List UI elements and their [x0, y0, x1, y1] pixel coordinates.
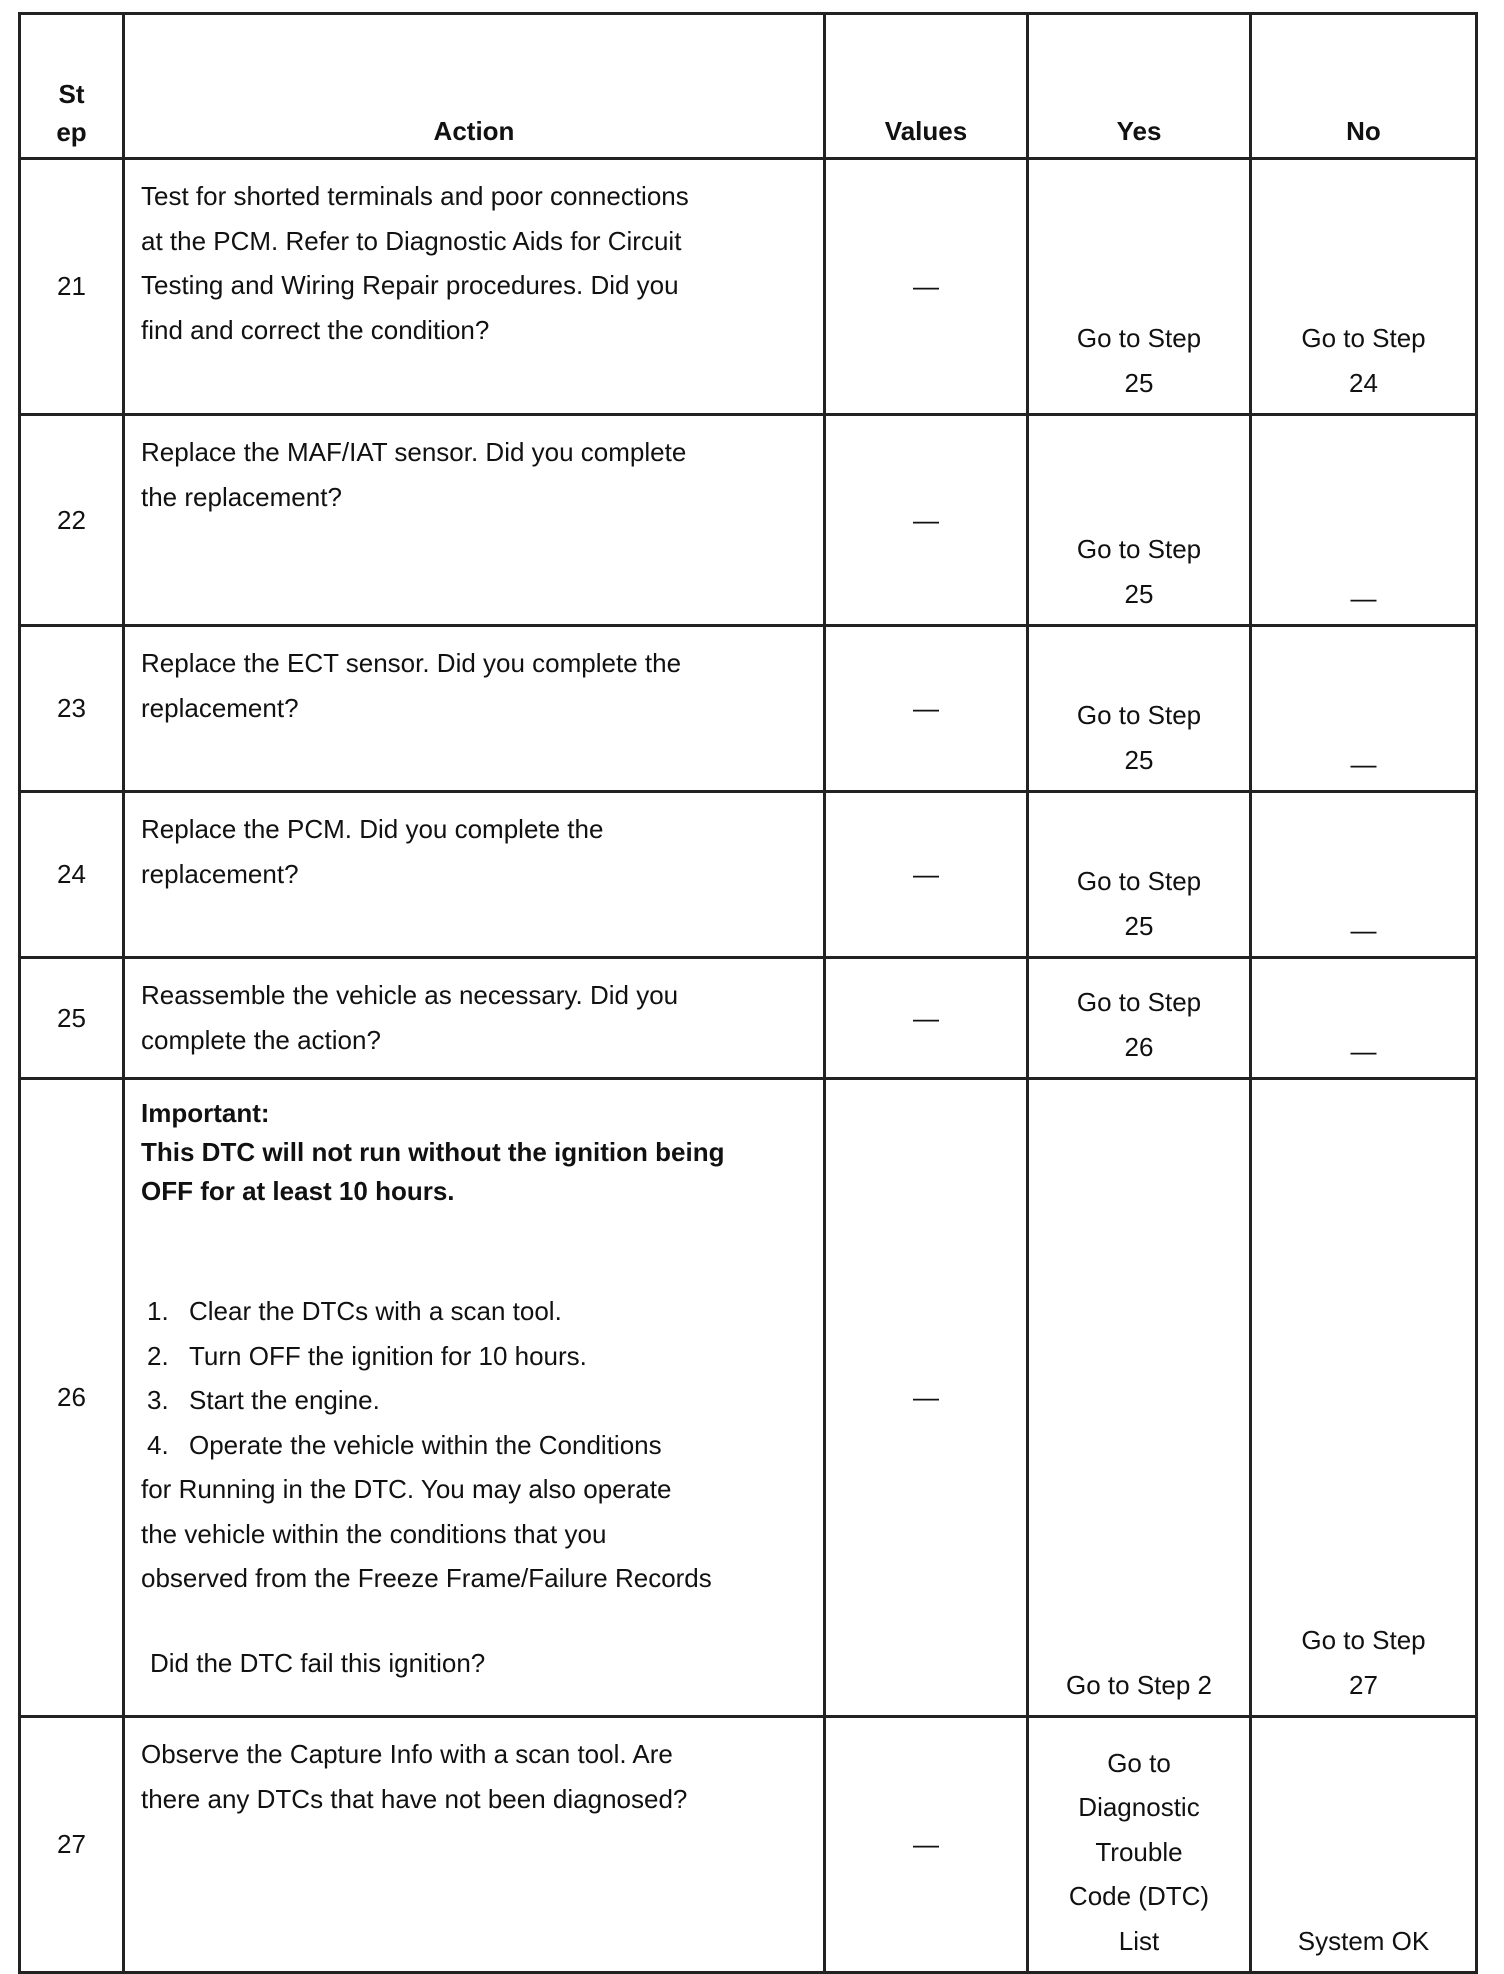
- list-item: [141, 1378, 809, 1423]
- no-cell: [1251, 159, 1477, 415]
- action-line: replacement?: [141, 692, 299, 723]
- action-line: at the PCM. Refer to Diagnostic Aids for Circuit: [141, 225, 682, 256]
- no-cell: [1251, 1079, 1477, 1717]
- no-cell: [1251, 626, 1477, 792]
- list-item: [141, 1423, 809, 1468]
- values-cell: —: [825, 626, 1028, 792]
- no-line: Go to Step: [1301, 323, 1426, 353]
- action-cell: [124, 792, 825, 958]
- yes-line: 25: [1124, 744, 1154, 775]
- header-step: [20, 14, 124, 159]
- continuation-line: the vehicle within the conditions that you: [141, 1518, 607, 1549]
- important-line: OFF for at least 10 hours.: [141, 1176, 455, 1206]
- action-cell: [124, 1717, 825, 1973]
- continuation-line: observed from the Freeze Frame/Failure Records: [141, 1563, 712, 1593]
- step-number: 27: [20, 1717, 124, 1973]
- action-cell: [124, 626, 825, 792]
- no-line: System OK: [1297, 1925, 1430, 1956]
- no-cell: [1251, 792, 1477, 958]
- yes-cell: [1028, 792, 1251, 958]
- header-no: No: [1251, 14, 1477, 159]
- yes-line: Go to Step 2: [1066, 1669, 1212, 1700]
- action-line: the replacement?: [141, 481, 342, 512]
- action-line: Testing and Wiring Repair procedures. Did you: [141, 270, 679, 300]
- step-number: 26: [20, 1079, 124, 1717]
- yes-line: Go to: [1107, 1747, 1171, 1778]
- yes-line: Go to Step: [1076, 700, 1202, 730]
- question-text: Did the DTC fail this ignition?: [150, 1647, 486, 1678]
- yes-line: 25: [1124, 910, 1154, 941]
- header-action: Action: [124, 14, 825, 159]
- important-label: Important:: [141, 1098, 270, 1128]
- list-text: Start the engine.: [189, 1385, 380, 1415]
- action-line: there any DTCs that have not been diagnosed?: [141, 1783, 688, 1814]
- action-line: Reassemble the vehicle as necessary. Did you: [141, 980, 679, 1010]
- values-cell: —: [825, 1079, 1028, 1717]
- yes-line: 25: [1124, 367, 1154, 398]
- action-cell: [124, 1079, 825, 1717]
- table-row: [20, 792, 1477, 958]
- table-row: [20, 626, 1477, 792]
- no-line: Go to Step: [1301, 1625, 1426, 1655]
- no-cell: [1251, 958, 1477, 1079]
- diagnostic-table-page: [18, 12, 1475, 1974]
- header-yes: Yes: [1028, 14, 1251, 159]
- step-number: 21: [20, 159, 124, 415]
- header-values: Values: [825, 14, 1028, 159]
- no-line: —: [1350, 914, 1377, 945]
- header-step-line2: ep: [56, 117, 87, 147]
- table-row: [20, 1079, 1477, 1717]
- step-number: 22: [20, 415, 124, 626]
- no-line: —: [1350, 748, 1377, 779]
- action-line: Replace the MAF/IAT sensor. Did you complete: [141, 437, 687, 467]
- yes-cell: [1028, 159, 1251, 415]
- values-cell: —: [825, 415, 1028, 626]
- action-line: Observe the Capture Info with a scan tool. Are: [141, 1739, 673, 1769]
- list-text: Clear the DTCs with a scan tool.: [189, 1296, 562, 1326]
- list-text: Turn OFF the ignition for 10 hours.: [189, 1340, 587, 1371]
- yes-line: 25: [1124, 578, 1154, 609]
- action-line: Test for shorted terminals and poor connections: [141, 181, 689, 211]
- list-number: 1.: [147, 1296, 169, 1326]
- no-line: —: [1350, 1035, 1377, 1066]
- yes-cell: [1028, 415, 1251, 626]
- values-cell: —: [825, 1717, 1028, 1973]
- table-row: [20, 415, 1477, 626]
- yes-line: Go to Step: [1076, 987, 1202, 1017]
- yes-line: List: [1118, 1925, 1160, 1956]
- list-text: Operate the vehicle within the Conditions: [189, 1429, 662, 1460]
- values-cell: —: [825, 958, 1028, 1079]
- table-row: [20, 1717, 1477, 1973]
- table-row: [20, 159, 1477, 415]
- values-cell: —: [825, 792, 1028, 958]
- yes-line: 26: [1124, 1031, 1154, 1062]
- list-item: [141, 1334, 809, 1379]
- yes-line: Code (DTC): [1068, 1881, 1210, 1911]
- list-number: 4.: [147, 1429, 169, 1460]
- no-cell: [1251, 415, 1477, 626]
- no-line: 24: [1349, 367, 1378, 398]
- table-row: [20, 958, 1477, 1079]
- yes-cell: [1028, 626, 1251, 792]
- header-step-line1: St: [58, 79, 85, 109]
- list-number: 3.: [147, 1385, 169, 1415]
- important-line: This DTC will not run without the ignition being: [141, 1137, 725, 1167]
- step-number: 24: [20, 792, 124, 958]
- step-number: 25: [20, 958, 124, 1079]
- continuation-line: for Running in the DTC. You may also operate: [141, 1474, 672, 1504]
- procedure-list: [141, 1289, 809, 1467]
- yes-line: Go to Step: [1076, 534, 1202, 564]
- list-number: 2.: [147, 1340, 169, 1371]
- no-line: 27: [1349, 1669, 1378, 1700]
- yes-line: Trouble: [1095, 1836, 1183, 1867]
- action-cell: [124, 958, 825, 1079]
- table-header-row: [20, 14, 1477, 159]
- no-line: —: [1350, 582, 1377, 613]
- action-line: find and correct the condition?: [141, 314, 490, 345]
- yes-cell: [1028, 1717, 1251, 1973]
- action-cell: [124, 159, 825, 415]
- yes-line: Diagnostic: [1078, 1792, 1200, 1822]
- action-line: replacement?: [141, 858, 299, 889]
- list-item: [141, 1289, 809, 1334]
- action-line: Replace the ECT sensor. Did you complete the: [141, 648, 682, 678]
- action-line: complete the action?: [141, 1024, 381, 1055]
- no-cell: [1251, 1717, 1477, 1973]
- action-cell: [124, 415, 825, 626]
- yes-cell: [1028, 958, 1251, 1079]
- values-cell: —: [825, 159, 1028, 415]
- yes-cell: [1028, 1079, 1251, 1717]
- step-number: 23: [20, 626, 124, 792]
- action-line: Replace the PCM. Did you complete the: [141, 814, 604, 844]
- spacer: [141, 1211, 809, 1289]
- yes-line: Go to Step: [1076, 323, 1202, 353]
- diagnostic-steps-table: [18, 12, 1478, 1974]
- yes-line: Go to Step: [1076, 866, 1202, 896]
